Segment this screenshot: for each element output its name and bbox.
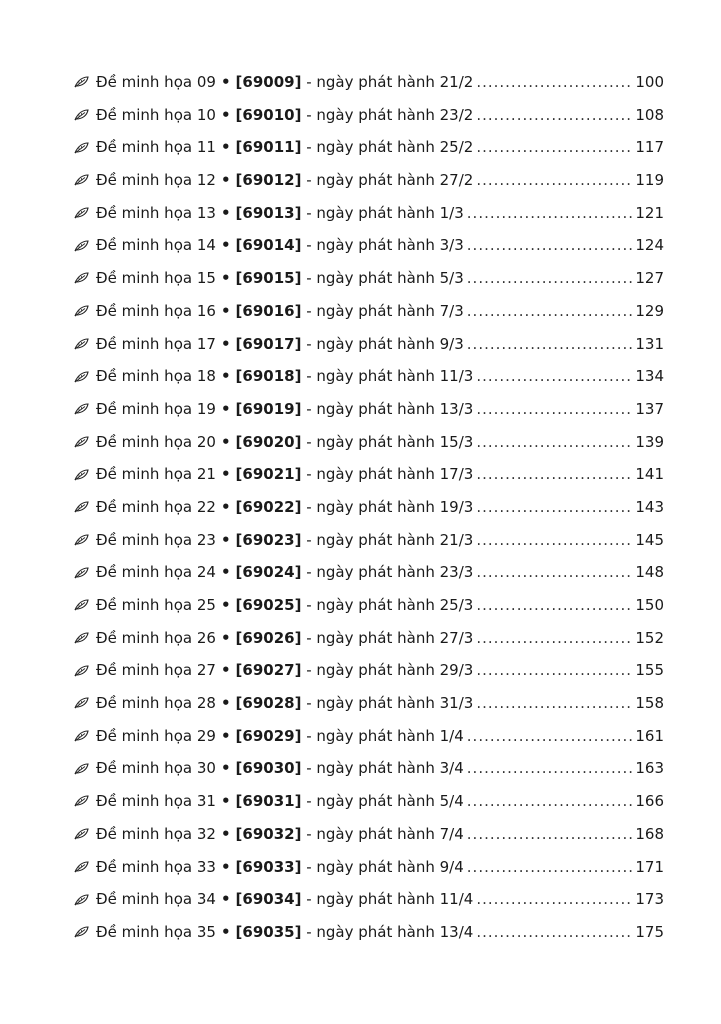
entry-prefix: Đề minh họa (96, 563, 193, 582)
leaf-icon (74, 894, 96, 906)
entry-title (96, 687, 216, 720)
entry-page-number: 143 (635, 497, 664, 516)
dot-leader (467, 295, 634, 328)
leaf-icon (74, 567, 96, 579)
entry-number: 20 (196, 432, 216, 451)
toc-entry-33[interactable] (74, 851, 664, 884)
entry-title (96, 197, 216, 230)
leaf-icon (74, 142, 96, 154)
entry-page-number: 119 (635, 171, 664, 190)
entry-date-label: - ngày phát hành 13/4 (306, 922, 474, 941)
leaf-icon (74, 174, 96, 186)
entry-title (96, 426, 216, 459)
entry-page-number: 173 (635, 890, 664, 909)
entry-page-number: 108 (635, 105, 664, 124)
toc-entry-25[interactable] (74, 589, 664, 622)
entry-date-label: - ngày phát hành 21/3 (306, 530, 474, 549)
entry-date-label: - ngày phát hành 23/2 (306, 105, 474, 124)
dot-leader (476, 524, 633, 557)
entry-number: 32 (196, 824, 216, 843)
toc-entry-23[interactable] (74, 524, 664, 557)
entry-prefix: Đề minh họa (96, 694, 193, 713)
entry-date-label: - ngày phát hành 29/3 (306, 661, 474, 680)
entry-code: [69012] (235, 171, 302, 190)
entry-date: 25/2 (439, 138, 474, 157)
entry-prefix: Đề minh họa (96, 890, 193, 909)
entry-page-number: 171 (635, 857, 664, 876)
entry-code: [69014] (235, 236, 302, 255)
entry-title (96, 720, 216, 753)
bullet-separator: • (220, 661, 231, 680)
entry-title (96, 556, 216, 589)
entry-code: [69021] (235, 465, 302, 484)
entry-title (96, 99, 216, 132)
entry-number: 25 (196, 596, 216, 614)
entry-number: 19 (196, 399, 216, 418)
entry-number: 10 (196, 105, 216, 124)
entry-prefix: Đề minh họa (96, 497, 193, 516)
toc-entry-10[interactable] (74, 99, 664, 132)
entry-prefix: Đề minh họa (96, 432, 193, 451)
bullet-separator: • (220, 694, 231, 713)
toc-entry-26[interactable] (74, 622, 664, 655)
entry-prefix: Đề minh họa (96, 105, 193, 124)
leaf-icon (74, 469, 96, 481)
leaf-icon (74, 305, 96, 317)
dot-leader (476, 393, 633, 426)
entry-number: 13 (196, 203, 216, 222)
bullet-separator: • (220, 857, 231, 876)
dot-leader (476, 360, 633, 393)
entry-prefix: Đề minh họa (96, 922, 193, 941)
entry-number: 27 (196, 661, 216, 680)
entry-code: [69028] (235, 694, 302, 713)
bullet-separator: • (220, 922, 231, 941)
dot-leader (476, 916, 633, 949)
entry-code: [69015] (235, 269, 302, 288)
dot-leader (476, 66, 633, 99)
entry-code: [69023] (235, 530, 302, 549)
entry-date: 31/3 (439, 694, 474, 713)
leaf-icon (74, 828, 96, 840)
entry-date-label: - ngày phát hành 7/4 (306, 824, 464, 843)
entry-title (96, 164, 216, 197)
entry-page-number: 161 (635, 726, 664, 745)
toc-entry-21[interactable] (74, 458, 664, 491)
entry-code: [69020] (235, 432, 302, 451)
entry-code: [69030] (235, 759, 302, 778)
entry-number: 09 (196, 73, 216, 91)
toc-entry-31[interactable] (74, 785, 664, 818)
toc-entry-27[interactable] (74, 654, 664, 687)
leaf-icon (74, 795, 96, 807)
bullet-separator: • (220, 334, 231, 353)
toc-entry-20[interactable] (74, 426, 664, 459)
entry-date: 21/3 (439, 530, 474, 549)
entry-page-number: 163 (635, 759, 664, 778)
entry-date-label: - ngày phát hành 1/3 (306, 203, 464, 222)
entry-code: [69033] (235, 857, 302, 876)
entry-page-number: 175 (635, 922, 664, 941)
entry-prefix: Đề minh họa (96, 596, 193, 614)
entry-number: 11 (196, 138, 216, 157)
entry-date: 3/3 (439, 236, 464, 255)
entry-prefix: Đề minh họa (96, 465, 193, 484)
leaf-icon (74, 436, 96, 448)
entry-date-label: - ngày phát hành 25/2 (306, 138, 474, 157)
leaf-icon (74, 76, 96, 88)
entry-number: 31 (196, 792, 216, 811)
entry-date-label: - ngày phát hành 5/3 (306, 269, 464, 288)
entry-number: 22 (196, 497, 216, 516)
entry-page-number: 100 (635, 73, 664, 91)
entry-title (96, 916, 216, 949)
entry-prefix: Đề minh họa (96, 661, 193, 680)
entry-page-number: 121 (635, 203, 664, 222)
entry-prefix: Đề minh họa (96, 530, 193, 549)
table-of-contents (74, 66, 664, 949)
leaf-icon (74, 763, 96, 775)
entry-title (96, 524, 216, 557)
entry-number: 15 (196, 269, 216, 288)
entry-title (96, 851, 216, 884)
dot-leader (476, 883, 633, 916)
entry-title (96, 818, 216, 851)
entry-number: 33 (196, 857, 216, 876)
bullet-separator: • (220, 628, 231, 647)
bullet-separator: • (220, 824, 231, 843)
entry-number: 34 (196, 890, 216, 909)
dot-leader (467, 328, 634, 361)
entry-page-number: 127 (635, 269, 664, 288)
bullet-separator: • (220, 432, 231, 451)
entry-page-number: 155 (635, 661, 664, 680)
entry-title (96, 295, 216, 328)
entry-prefix: Đề minh họa (96, 628, 193, 647)
dot-leader (467, 262, 634, 295)
entry-date: 9/4 (439, 857, 464, 876)
entry-title (96, 360, 216, 393)
entry-date: 5/4 (439, 792, 464, 811)
entry-title (96, 654, 216, 687)
entry-title (96, 622, 216, 655)
entry-number: 28 (196, 694, 216, 713)
entry-number: 18 (196, 367, 216, 386)
entry-date-label: - ngày phát hành 19/3 (306, 497, 474, 516)
toc-entry-30[interactable] (74, 752, 664, 785)
leaf-icon (74, 632, 96, 644)
entry-date: 27/3 (439, 628, 474, 647)
entry-date: 5/3 (439, 269, 464, 288)
toc-entry-24[interactable] (74, 556, 664, 589)
entry-code: [69035] (235, 922, 302, 941)
entry-number: 35 (196, 922, 216, 941)
entry-title (96, 491, 216, 524)
leaf-icon (74, 109, 96, 121)
dot-leader (476, 491, 633, 524)
entry-page-number: 152 (635, 628, 664, 647)
entry-date-label: - ngày phát hành 9/4 (306, 857, 464, 876)
entry-date: 19/3 (439, 497, 474, 516)
entry-prefix: Đề minh họa (96, 367, 193, 386)
dot-leader (476, 622, 633, 655)
entry-title (96, 883, 216, 916)
bullet-separator: • (220, 367, 231, 386)
entry-code: [69027] (235, 661, 302, 680)
entry-date-label: - ngày phát hành 21/2 (306, 73, 474, 91)
entry-prefix: Đề minh họa (96, 73, 193, 91)
entry-prefix: Đề minh họa (96, 726, 193, 745)
entry-date-label: - ngày phát hành 11/3 (306, 367, 474, 386)
entry-date-label: - ngày phát hành 27/3 (306, 628, 474, 647)
toc-entry-18[interactable] (74, 360, 664, 393)
bullet-separator: • (220, 759, 231, 778)
entry-number: 26 (196, 628, 216, 647)
entry-date: 29/3 (439, 661, 474, 680)
entry-prefix: Đề minh họa (96, 171, 193, 190)
toc-entry-19[interactable] (74, 393, 664, 426)
dot-leader (467, 197, 634, 230)
dot-leader (467, 720, 634, 753)
entry-number: 17 (196, 334, 216, 353)
bullet-separator: • (220, 497, 231, 516)
entry-date-label: - ngày phát hành 25/3 (306, 596, 474, 614)
entry-number: 14 (196, 236, 216, 255)
toc-entry-22[interactable] (74, 491, 664, 524)
entry-date: 13/4 (439, 922, 474, 941)
entry-code: [69017] (235, 334, 302, 353)
entry-code: [69011] (235, 138, 302, 157)
entry-code: [69026] (235, 628, 302, 647)
entry-page-number: 134 (635, 367, 664, 386)
entry-date-label: - ngày phát hành 23/3 (306, 563, 474, 582)
dot-leader (476, 589, 633, 622)
entry-code: [69029] (235, 726, 302, 745)
toc-entry-12[interactable] (74, 164, 664, 197)
entry-page-number: 131 (635, 334, 664, 353)
entry-title (96, 458, 216, 491)
entry-number: 23 (196, 530, 216, 549)
toc-entry-28[interactable] (74, 687, 664, 720)
entry-date-label: - ngày phát hành 1/4 (306, 726, 464, 745)
leaf-icon (74, 371, 96, 383)
toc-entry-09[interactable] (74, 66, 664, 99)
entry-code: [69031] (235, 792, 302, 811)
entry-code: [69022] (235, 497, 302, 516)
toc-entry-15[interactable] (74, 262, 664, 295)
entry-date: 15/3 (439, 432, 474, 451)
entry-date: 7/4 (439, 824, 464, 843)
entry-title (96, 752, 216, 785)
bullet-separator: • (220, 73, 231, 91)
entry-date: 9/3 (439, 334, 464, 353)
dot-leader (476, 99, 633, 132)
entry-title (96, 785, 216, 818)
entry-date-label: - ngày phát hành 17/3 (306, 465, 474, 484)
entry-prefix: Đề minh họa (96, 334, 193, 353)
toc-entry-29[interactable] (74, 720, 664, 753)
entry-date: 11/4 (439, 890, 474, 909)
dot-leader (476, 687, 633, 720)
entry-date: 21/2 (439, 73, 474, 91)
entry-page-number: 148 (635, 563, 664, 582)
dot-leader (476, 654, 633, 687)
toc-entry-32[interactable] (74, 818, 664, 851)
entry-code: [69009] (235, 73, 302, 91)
bullet-separator: • (220, 105, 231, 124)
entry-code: [69025] (235, 596, 302, 614)
dot-leader (467, 752, 634, 785)
entry-date-label: - ngày phát hành 9/3 (306, 334, 464, 353)
bullet-separator: • (220, 171, 231, 190)
entry-prefix: Đề minh họa (96, 203, 193, 222)
entry-code: [69019] (235, 399, 302, 418)
entry-code: [69032] (235, 824, 302, 843)
entry-page-number: 124 (635, 236, 664, 255)
entry-date: 1/3 (439, 203, 464, 222)
entry-date-label: - ngày phát hành 31/3 (306, 694, 474, 713)
entry-code: [69034] (235, 890, 302, 909)
entry-prefix: Đề minh họa (96, 824, 193, 843)
toc-entry-35[interactable] (74, 916, 664, 949)
entry-date: 13/3 (439, 399, 474, 418)
entry-title (96, 131, 216, 164)
entry-date-label: - ngày phát hành 5/4 (306, 792, 464, 811)
bullet-separator: • (220, 530, 231, 549)
dot-leader (476, 556, 633, 589)
entry-number: 21 (196, 465, 216, 484)
toc-entry-14[interactable] (74, 229, 664, 262)
entry-date: 3/4 (439, 759, 464, 778)
entry-date: 17/3 (439, 465, 474, 484)
entry-page-number: 150 (635, 596, 664, 614)
entry-page-number: 166 (635, 792, 664, 811)
leaf-icon (74, 240, 96, 252)
bullet-separator: • (220, 726, 231, 745)
dot-leader (476, 164, 633, 197)
entry-number: 29 (196, 726, 216, 745)
bullet-separator: • (220, 301, 231, 320)
entry-page-number: 141 (635, 465, 664, 484)
entry-page-number: 168 (635, 824, 664, 843)
toc-entry-34[interactable] (74, 883, 664, 916)
entry-date-label: - ngày phát hành 11/4 (306, 890, 474, 909)
leaf-icon (74, 207, 96, 219)
entry-title (96, 393, 216, 426)
entry-title (96, 262, 216, 295)
entry-date: 1/4 (439, 726, 464, 745)
dot-leader (476, 426, 633, 459)
toc-entry-13[interactable] (74, 197, 664, 230)
toc-entry-17[interactable] (74, 328, 664, 361)
dot-leader (467, 229, 634, 262)
entry-number: 24 (196, 563, 216, 582)
leaf-icon (74, 730, 96, 742)
dot-leader (467, 851, 634, 884)
dot-leader (476, 131, 633, 164)
bullet-separator: • (220, 399, 231, 418)
entry-prefix: Đề minh họa (96, 138, 193, 157)
entry-code: [69013] (235, 203, 302, 222)
leaf-icon (74, 665, 96, 677)
entry-date: 23/2 (439, 105, 474, 124)
toc-entry-11[interactable] (74, 131, 664, 164)
entry-date: 23/3 (439, 563, 474, 582)
bullet-separator: • (220, 465, 231, 484)
entry-title (96, 589, 216, 622)
leaf-icon (74, 501, 96, 513)
leaf-icon (74, 403, 96, 415)
toc-entry-16[interactable] (74, 295, 664, 328)
entry-date: 11/3 (439, 367, 474, 386)
entry-date-label: - ngày phát hành 3/3 (306, 236, 464, 255)
entry-page-number: 137 (635, 399, 664, 418)
entry-page-number: 129 (635, 301, 664, 320)
leaf-icon (74, 534, 96, 546)
dot-leader (476, 458, 633, 491)
entry-title (96, 328, 216, 361)
entry-date-label: - ngày phát hành 27/2 (306, 171, 474, 190)
entry-date-label: - ngày phát hành 3/4 (306, 759, 464, 778)
entry-title (96, 229, 216, 262)
bullet-separator: • (220, 792, 231, 811)
bullet-separator: • (220, 890, 231, 909)
entry-page-number: 158 (635, 694, 664, 713)
entry-prefix: Đề minh họa (96, 269, 193, 288)
leaf-icon (74, 599, 96, 611)
entry-prefix: Đề minh họa (96, 399, 193, 418)
leaf-icon (74, 338, 96, 350)
entry-code: [69024] (235, 563, 302, 582)
bullet-separator: • (220, 596, 231, 614)
bullet-separator: • (220, 203, 231, 222)
bullet-separator: • (220, 563, 231, 582)
entry-date: 25/3 (439, 596, 474, 614)
entry-number: 30 (196, 759, 216, 778)
entry-code: [69016] (235, 301, 302, 320)
entry-date-label: - ngày phát hành 7/3 (306, 301, 464, 320)
bullet-separator: • (220, 269, 231, 288)
entry-number: 12 (196, 171, 216, 190)
entry-prefix: Đề minh họa (96, 759, 193, 778)
leaf-icon (74, 861, 96, 873)
leaf-icon (74, 926, 96, 938)
entry-prefix: Đề minh họa (96, 301, 193, 320)
entry-date-label: - ngày phát hành 13/3 (306, 399, 474, 418)
entry-page-number: 139 (635, 432, 664, 451)
entry-code: [69010] (235, 105, 302, 124)
leaf-icon (74, 272, 96, 284)
entry-title (96, 66, 216, 99)
dot-leader (467, 785, 634, 818)
entry-page-number: 145 (635, 530, 664, 549)
bullet-separator: • (220, 138, 231, 157)
entry-number: 16 (196, 301, 216, 320)
entry-code: [69018] (235, 367, 302, 386)
entry-page-number: 117 (635, 138, 664, 157)
entry-prefix: Đề minh họa (96, 236, 193, 255)
entry-date-label: - ngày phát hành 15/3 (306, 432, 474, 451)
leaf-icon (74, 697, 96, 709)
entry-date: 27/2 (439, 171, 474, 190)
dot-leader (467, 818, 634, 851)
entry-prefix: Đề minh họa (96, 792, 193, 811)
bullet-separator: • (220, 236, 231, 255)
entry-prefix: Đề minh họa (96, 857, 193, 876)
entry-date: 7/3 (439, 301, 464, 320)
